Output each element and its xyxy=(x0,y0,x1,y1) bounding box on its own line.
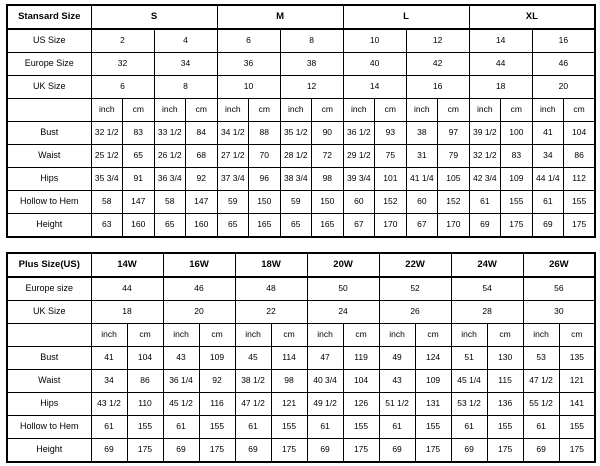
waist-5: 70 xyxy=(249,145,281,168)
europe-size-5: 42 xyxy=(406,53,469,76)
uk-size-7: 20 xyxy=(532,76,595,99)
plus-waist-row xyxy=(7,370,595,393)
plus-bust-10: 51 xyxy=(451,347,487,370)
plus-height-11: 175 xyxy=(487,439,523,463)
hollow-6: 59 xyxy=(280,191,312,214)
hollow-12: 61 xyxy=(469,191,501,214)
height-14: 69 xyxy=(532,214,564,238)
uk-size-5: 16 xyxy=(406,76,469,99)
plus-bust-12: 53 xyxy=(523,347,559,370)
waist-6: 28 1/2 xyxy=(280,145,312,168)
plus-row-label-hollow-to-hem: Hollow to Hem xyxy=(7,416,91,439)
waist-4: 27 1/2 xyxy=(217,145,249,168)
group-header-s: S xyxy=(91,5,217,29)
bust-3: 84 xyxy=(186,122,218,145)
unit-2: inch xyxy=(154,99,186,122)
plus-hips-6: 49 1/2 xyxy=(307,393,343,416)
unit-9: cm xyxy=(375,99,407,122)
plus-hollow-3: 155 xyxy=(199,416,235,439)
standard-waist-row xyxy=(7,145,595,168)
plus-height-row xyxy=(7,439,595,463)
plus-corner-label: Plus Size(US) xyxy=(7,253,91,277)
row-label-height: Height xyxy=(7,214,91,238)
plus-unit-12: inch xyxy=(523,324,559,347)
hips-12: 42 3/4 xyxy=(469,168,501,191)
height-2: 65 xyxy=(154,214,186,238)
standard-size-table xyxy=(6,4,596,238)
hollow-14: 61 xyxy=(532,191,564,214)
height-7: 165 xyxy=(312,214,344,238)
plus-hips-10: 53 1/2 xyxy=(451,393,487,416)
bust-8: 36 1/2 xyxy=(343,122,375,145)
height-13: 175 xyxy=(501,214,533,238)
row-label-hollow-to-hem: Hollow to Hem xyxy=(7,191,91,214)
us-size-1: 4 xyxy=(154,29,217,53)
bust-5: 88 xyxy=(249,122,281,145)
plus-bust-1: 104 xyxy=(127,347,163,370)
group-header-xl: XL xyxy=(469,5,595,29)
plus-uk-size-row xyxy=(7,301,595,324)
plus-hollow-13: 155 xyxy=(559,416,595,439)
plus-waist-13: 121 xyxy=(559,370,595,393)
plus-waist-6: 40 3/4 xyxy=(307,370,343,393)
plus-waist-5: 98 xyxy=(271,370,307,393)
uk-size-1: 8 xyxy=(154,76,217,99)
standard-corner-label: Stansard Size xyxy=(7,5,91,29)
plus-waist-12: 47 1/2 xyxy=(523,370,559,393)
plus-hips-11: 136 xyxy=(487,393,523,416)
plus-uk-5: 28 xyxy=(451,301,523,324)
bust-1: 83 xyxy=(123,122,155,145)
height-5: 165 xyxy=(249,214,281,238)
plus-row-label-height: Height xyxy=(7,439,91,463)
waist-10: 31 xyxy=(406,145,438,168)
unit-10: inch xyxy=(406,99,438,122)
plus-hollow-10: 61 xyxy=(451,416,487,439)
waist-1: 65 xyxy=(123,145,155,168)
row-label-units xyxy=(7,99,91,122)
group-header-m: M xyxy=(217,5,343,29)
height-0: 63 xyxy=(91,214,123,238)
standard-group-header-row xyxy=(7,5,595,29)
row-label-us-size: US Size xyxy=(7,29,91,53)
plus-unit-4: inch xyxy=(235,324,271,347)
plus-row-label-units xyxy=(7,324,91,347)
waist-15: 86 xyxy=(564,145,596,168)
plus-hips-0: 43 1/2 xyxy=(91,393,127,416)
height-3: 160 xyxy=(186,214,218,238)
plus-waist-4: 38 1/2 xyxy=(235,370,271,393)
plus-hollow-0: 61 xyxy=(91,416,127,439)
plus-unit-row xyxy=(7,324,595,347)
plus-bust-6: 47 xyxy=(307,347,343,370)
plus-uk-0: 18 xyxy=(91,301,163,324)
hollow-5: 150 xyxy=(249,191,281,214)
plus-unit-8: inch xyxy=(379,324,415,347)
waist-2: 26 1/2 xyxy=(154,145,186,168)
hollow-3: 147 xyxy=(186,191,218,214)
plus-unit-0: inch xyxy=(91,324,127,347)
bust-15: 104 xyxy=(564,122,596,145)
plus-bust-13: 135 xyxy=(559,347,595,370)
plus-height-4: 69 xyxy=(235,439,271,463)
us-size-2: 6 xyxy=(217,29,280,53)
plus-height-2: 69 xyxy=(163,439,199,463)
bust-0: 32 1/2 xyxy=(91,122,123,145)
plus-europe-3: 50 xyxy=(307,277,379,301)
hips-0: 35 3/4 xyxy=(91,168,123,191)
plus-hollow-4: 61 xyxy=(235,416,271,439)
hips-6: 38 3/4 xyxy=(280,168,312,191)
plus-waist-3: 92 xyxy=(199,370,235,393)
plus-hollow-to-hem-row xyxy=(7,416,595,439)
hollow-10: 60 xyxy=(406,191,438,214)
plus-group-header-14w: 14W xyxy=(91,253,163,277)
plus-hips-8: 51 1/2 xyxy=(379,393,415,416)
standard-uk-size-row xyxy=(7,76,595,99)
europe-size-2: 36 xyxy=(217,53,280,76)
height-8: 67 xyxy=(343,214,375,238)
plus-unit-6: inch xyxy=(307,324,343,347)
plus-bust-5: 114 xyxy=(271,347,307,370)
row-label-waist: Waist xyxy=(7,145,91,168)
europe-size-3: 38 xyxy=(280,53,343,76)
height-6: 65 xyxy=(280,214,312,238)
plus-height-8: 69 xyxy=(379,439,415,463)
waist-0: 25 1/2 xyxy=(91,145,123,168)
plus-unit-10: inch xyxy=(451,324,487,347)
plus-height-5: 175 xyxy=(271,439,307,463)
plus-bust-2: 43 xyxy=(163,347,199,370)
europe-size-0: 32 xyxy=(91,53,154,76)
plus-row-label-waist: Waist xyxy=(7,370,91,393)
plus-waist-10: 45 1/4 xyxy=(451,370,487,393)
us-size-6: 14 xyxy=(469,29,532,53)
plus-group-header-22w: 22W xyxy=(379,253,451,277)
uk-size-0: 6 xyxy=(91,76,154,99)
plus-hips-2: 45 1/2 xyxy=(163,393,199,416)
plus-group-header-18w: 18W xyxy=(235,253,307,277)
plus-hips-row xyxy=(7,393,595,416)
plus-hips-1: 110 xyxy=(127,393,163,416)
plus-bust-11: 130 xyxy=(487,347,523,370)
plus-europe-5: 54 xyxy=(451,277,523,301)
bust-11: 97 xyxy=(438,122,470,145)
plus-row-label-uk-size: UK Size xyxy=(7,301,91,324)
plus-waist-9: 109 xyxy=(415,370,451,393)
uk-size-3: 12 xyxy=(280,76,343,99)
bust-7: 90 xyxy=(312,122,344,145)
plus-hips-7: 126 xyxy=(343,393,379,416)
waist-8: 29 1/2 xyxy=(343,145,375,168)
plus-waist-8: 43 xyxy=(379,370,415,393)
height-4: 65 xyxy=(217,214,249,238)
plus-europe-2: 48 xyxy=(235,277,307,301)
plus-height-3: 175 xyxy=(199,439,235,463)
bust-10: 38 xyxy=(406,122,438,145)
waist-14: 34 xyxy=(532,145,564,168)
hips-3: 92 xyxy=(186,168,218,191)
hollow-2: 58 xyxy=(154,191,186,214)
plus-uk-2: 22 xyxy=(235,301,307,324)
hips-2: 36 3/4 xyxy=(154,168,186,191)
plus-unit-13: cm xyxy=(559,324,595,347)
unit-13: cm xyxy=(501,99,533,122)
bust-13: 100 xyxy=(501,122,533,145)
plus-height-1: 175 xyxy=(127,439,163,463)
hollow-11: 152 xyxy=(438,191,470,214)
us-size-7: 16 xyxy=(532,29,595,53)
hips-5: 96 xyxy=(249,168,281,191)
waist-11: 79 xyxy=(438,145,470,168)
table-gap xyxy=(6,238,594,252)
unit-0: inch xyxy=(91,99,123,122)
hips-15: 112 xyxy=(564,168,596,191)
height-10: 67 xyxy=(406,214,438,238)
plus-height-0: 69 xyxy=(91,439,127,463)
height-12: 69 xyxy=(469,214,501,238)
waist-3: 68 xyxy=(186,145,218,168)
plus-uk-6: 30 xyxy=(523,301,595,324)
row-label-uk-size: UK Size xyxy=(7,76,91,99)
row-label-bust: Bust xyxy=(7,122,91,145)
hips-4: 37 3/4 xyxy=(217,168,249,191)
height-9: 170 xyxy=(375,214,407,238)
hollow-4: 59 xyxy=(217,191,249,214)
hollow-13: 155 xyxy=(501,191,533,214)
plus-row-label-bust: Bust xyxy=(7,347,91,370)
plus-group-header-row xyxy=(7,253,595,277)
plus-unit-11: cm xyxy=(487,324,523,347)
unit-6: inch xyxy=(280,99,312,122)
plus-height-12: 69 xyxy=(523,439,559,463)
plus-hips-12: 55 1/2 xyxy=(523,393,559,416)
plus-unit-3: cm xyxy=(199,324,235,347)
height-1: 160 xyxy=(123,214,155,238)
standard-bust-row xyxy=(7,122,595,145)
unit-5: cm xyxy=(249,99,281,122)
standard-europe-size-row xyxy=(7,53,595,76)
unit-7: cm xyxy=(312,99,344,122)
height-11: 170 xyxy=(438,214,470,238)
hollow-8: 60 xyxy=(343,191,375,214)
hollow-0: 58 xyxy=(91,191,123,214)
plus-bust-7: 119 xyxy=(343,347,379,370)
plus-unit-2: inch xyxy=(163,324,199,347)
hips-1: 91 xyxy=(123,168,155,191)
hollow-1: 147 xyxy=(123,191,155,214)
hips-11: 105 xyxy=(438,168,470,191)
standard-us-size-row xyxy=(7,29,595,53)
plus-bust-8: 49 xyxy=(379,347,415,370)
plus-group-header-20w: 20W xyxy=(307,253,379,277)
plus-waist-0: 34 xyxy=(91,370,127,393)
plus-uk-3: 24 xyxy=(307,301,379,324)
plus-bust-4: 45 xyxy=(235,347,271,370)
plus-size-table xyxy=(6,252,596,463)
bust-2: 33 1/2 xyxy=(154,122,186,145)
hips-9: 101 xyxy=(375,168,407,191)
hollow-9: 152 xyxy=(375,191,407,214)
us-size-5: 12 xyxy=(406,29,469,53)
plus-unit-9: cm xyxy=(415,324,451,347)
hips-8: 39 3/4 xyxy=(343,168,375,191)
plus-bust-3: 109 xyxy=(199,347,235,370)
unit-12: inch xyxy=(469,99,501,122)
plus-bust-row xyxy=(7,347,595,370)
europe-size-1: 34 xyxy=(154,53,217,76)
bust-14: 41 xyxy=(532,122,564,145)
plus-europe-0: 44 xyxy=(91,277,163,301)
plus-hips-4: 47 1/2 xyxy=(235,393,271,416)
hips-14: 44 1/4 xyxy=(532,168,564,191)
hollow-15: 155 xyxy=(564,191,596,214)
plus-waist-11: 115 xyxy=(487,370,523,393)
hips-13: 109 xyxy=(501,168,533,191)
plus-bust-0: 41 xyxy=(91,347,127,370)
group-header-l: L xyxy=(343,5,469,29)
europe-size-6: 44 xyxy=(469,53,532,76)
waist-9: 75 xyxy=(375,145,407,168)
plus-hips-9: 131 xyxy=(415,393,451,416)
plus-hollow-1: 155 xyxy=(127,416,163,439)
plus-hollow-5: 155 xyxy=(271,416,307,439)
plus-hollow-12: 61 xyxy=(523,416,559,439)
unit-14: inch xyxy=(532,99,564,122)
plus-europe-1: 46 xyxy=(163,277,235,301)
plus-hips-3: 116 xyxy=(199,393,235,416)
plus-hollow-11: 155 xyxy=(487,416,523,439)
waist-7: 72 xyxy=(312,145,344,168)
plus-hollow-6: 61 xyxy=(307,416,343,439)
standard-height-row xyxy=(7,214,595,238)
plus-uk-1: 20 xyxy=(163,301,235,324)
bust-4: 34 1/2 xyxy=(217,122,249,145)
plus-height-9: 175 xyxy=(415,439,451,463)
europe-size-4: 40 xyxy=(343,53,406,76)
row-label-hips: Hips xyxy=(7,168,91,191)
unit-15: cm xyxy=(564,99,596,122)
standard-unit-row xyxy=(7,99,595,122)
waist-13: 83 xyxy=(501,145,533,168)
plus-hollow-7: 155 xyxy=(343,416,379,439)
hollow-7: 150 xyxy=(312,191,344,214)
plus-hips-13: 141 xyxy=(559,393,595,416)
unit-3: cm xyxy=(186,99,218,122)
unit-8: inch xyxy=(343,99,375,122)
plus-unit-7: cm xyxy=(343,324,379,347)
plus-height-6: 69 xyxy=(307,439,343,463)
plus-uk-4: 26 xyxy=(379,301,451,324)
us-size-4: 10 xyxy=(343,29,406,53)
us-size-3: 8 xyxy=(280,29,343,53)
height-15: 175 xyxy=(564,214,596,238)
plus-waist-1: 86 xyxy=(127,370,163,393)
unit-11: cm xyxy=(438,99,470,122)
plus-hollow-2: 61 xyxy=(163,416,199,439)
plus-height-10: 69 xyxy=(451,439,487,463)
uk-size-4: 14 xyxy=(343,76,406,99)
hips-10: 41 1/4 xyxy=(406,168,438,191)
plus-waist-2: 36 1/4 xyxy=(163,370,199,393)
plus-unit-5: cm xyxy=(271,324,307,347)
plus-height-13: 175 xyxy=(559,439,595,463)
europe-size-7: 46 xyxy=(532,53,595,76)
plus-height-7: 175 xyxy=(343,439,379,463)
waist-12: 32 1/2 xyxy=(469,145,501,168)
bust-12: 39 1/2 xyxy=(469,122,501,145)
plus-group-header-26w: 26W xyxy=(523,253,595,277)
plus-hollow-8: 61 xyxy=(379,416,415,439)
plus-waist-7: 104 xyxy=(343,370,379,393)
uk-size-6: 18 xyxy=(469,76,532,99)
plus-group-header-16w: 16W xyxy=(163,253,235,277)
plus-bust-9: 124 xyxy=(415,347,451,370)
bust-6: 35 1/2 xyxy=(280,122,312,145)
plus-group-header-24w: 24W xyxy=(451,253,523,277)
standard-hips-row xyxy=(7,168,595,191)
plus-europe-4: 52 xyxy=(379,277,451,301)
us-size-0: 2 xyxy=(91,29,154,53)
plus-unit-1: cm xyxy=(127,324,163,347)
plus-row-label-hips: Hips xyxy=(7,393,91,416)
hips-7: 98 xyxy=(312,168,344,191)
plus-hollow-9: 155 xyxy=(415,416,451,439)
unit-4: inch xyxy=(217,99,249,122)
plus-europe-6: 56 xyxy=(523,277,595,301)
bust-9: 93 xyxy=(375,122,407,145)
plus-hips-5: 121 xyxy=(271,393,307,416)
unit-1: cm xyxy=(123,99,155,122)
plus-europe-size-row xyxy=(7,277,595,301)
row-label-europe-size: Europe Size xyxy=(7,53,91,76)
plus-row-label-europe-size: Europe size xyxy=(7,277,91,301)
standard-hollow-to-hem-row xyxy=(7,191,595,214)
uk-size-2: 10 xyxy=(217,76,280,99)
